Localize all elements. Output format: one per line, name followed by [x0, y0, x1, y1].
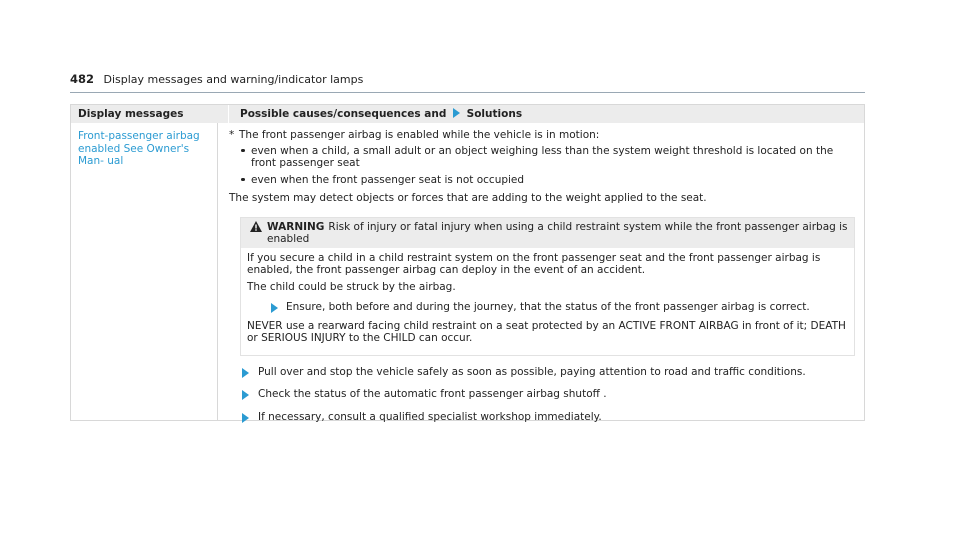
warning-caution: NEVER use a rearward facing child restraint on a seat protected by an ACTIVE FRONT AIRBAG in front of it; DEATH or SERIOUS INJURY to the CHILD can occur.: [247, 319, 846, 344]
warning-step-text: Ensure, both before and during the journey, that the status of the front passenger airbag is correct.: [286, 301, 810, 313]
table-row: [71, 123, 864, 423]
warning-step: [247, 301, 848, 314]
solution-step-text: If necessary, consult a qualified specialist workshop immediately.: [258, 410, 602, 423]
column-header-display-messages: Display messages: [71, 105, 229, 123]
solution-step-text: Pull over and stop the vehicle safely as soon as possible, paying attention to road and traffic conditions.: [258, 365, 806, 378]
warning-heading: [267, 221, 848, 246]
page-header-title: Display messages and warning/indicator lamps: [103, 73, 364, 86]
warning-paragraph: If you secure a child in a child restraint system on the front passenger seat and the front passenger airbag is enabled, the front passenger airbag can deploy in the event of an accident.: [247, 251, 821, 276]
column-header-solutions: Solutions: [466, 108, 523, 120]
cause-list: [229, 145, 855, 187]
warning-label: WARNING: [267, 220, 325, 233]
warning-triangle-icon: [247, 221, 267, 233]
warning-header: [241, 218, 854, 248]
step-arrow-icon: [242, 413, 249, 423]
list-item: even when a child, a small adult or an object weighing less than the system weight threshold is located on the front passenger seat: [241, 145, 855, 170]
list-item: even when the front passenger seat is not occupied: [241, 174, 855, 187]
warning-title: Risk of injury or fatal injury when using a child restraint system while the front passenger airbag is enabled: [267, 220, 848, 245]
column-header-causes: Possible causes/consequences and: [240, 108, 447, 120]
solution-arrow-icon: [453, 108, 460, 118]
step-arrow-icon: [271, 303, 278, 313]
step-arrow-icon: [242, 368, 249, 378]
display-message-text: Front-passenger airbag enabled See Owner's Man- ual: [71, 123, 218, 420]
list-item: [229, 388, 855, 401]
step-arrow-icon: [242, 390, 249, 400]
footnote-text: The front passenger airbag is enabled while the vehicle is in motion:: [239, 129, 600, 141]
detect-text: The system may detect objects or forces that are adding to the weight applied to the seat.: [229, 192, 707, 204]
display-messages-table: [70, 104, 865, 421]
list-item: [229, 366, 855, 379]
column-header-causes-solutions: [229, 105, 864, 123]
page-number: 482: [70, 72, 95, 86]
warning-box: [240, 217, 855, 356]
list-item: [229, 411, 855, 424]
footnote: [229, 129, 855, 142]
warning-paragraph: The child could be struck by the airbag.: [247, 280, 456, 293]
causes-solutions-cell: [218, 123, 864, 423]
page-header: [70, 72, 865, 93]
solution-steps: [229, 366, 855, 424]
solution-step-text: Check the status of the automatic front passenger airbag shutoff .: [258, 388, 607, 400]
table-header-row: [71, 105, 864, 123]
footnote-marker: *: [229, 129, 235, 141]
warning-body: [241, 248, 854, 355]
